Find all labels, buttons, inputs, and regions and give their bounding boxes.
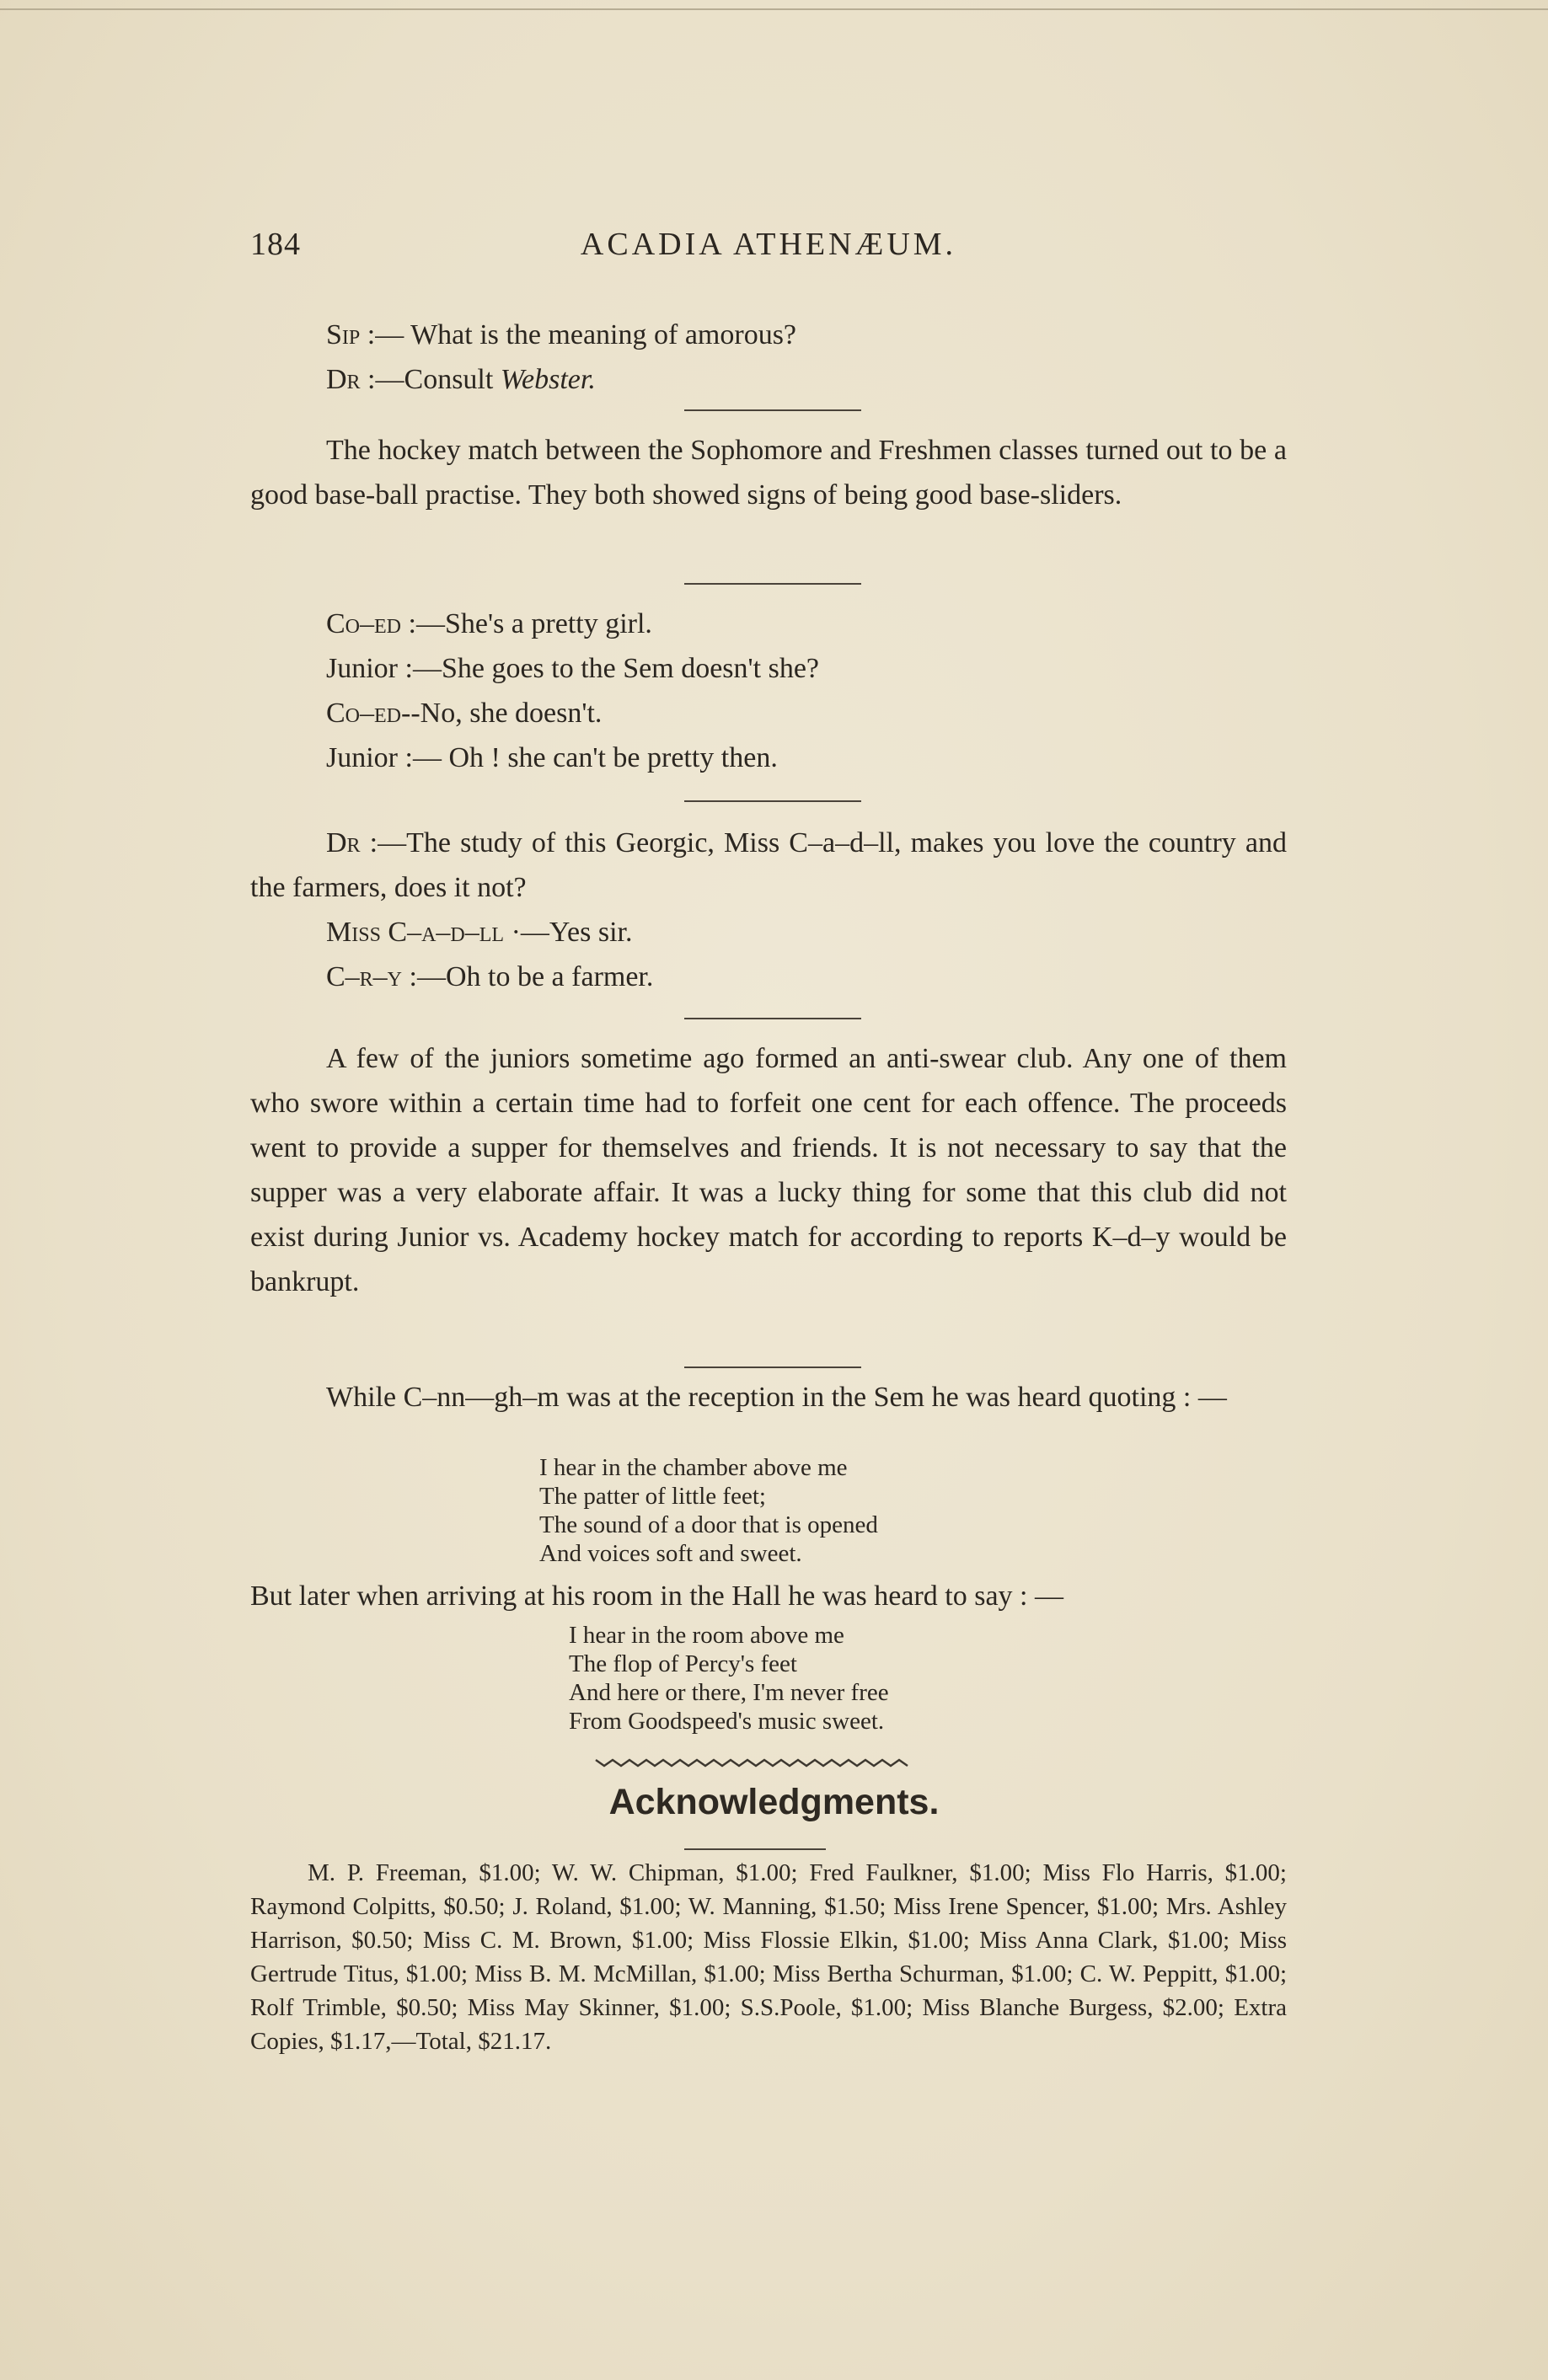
reception-intro: While C–nn—gh–m was at the reception in the Sem he was heard quoting : — <box>326 1382 1227 1413</box>
coed-line-2 <box>326 646 819 691</box>
verse-line: The sound of a door that is opened <box>539 1511 878 1538</box>
georgic-line-3 <box>326 955 653 999</box>
junior-speaker: Junior : <box>326 653 413 684</box>
georgic-text: —The study of this Georgic, Miss C–a–d–ll, makes you love the country and the farmers, does it not? <box>250 827 1287 903</box>
junior-text: — Oh ! she can't be pretty then. <box>412 742 778 773</box>
sip-speaker: Sip : <box>326 319 376 350</box>
miss-text: —Yes sir. <box>520 917 633 948</box>
section-divider <box>684 1018 861 1019</box>
dr-speaker: Dr : <box>326 827 378 858</box>
georgic-line-2 <box>326 910 633 955</box>
miss-speaker: Miss C–a–d–ll · <box>326 917 521 948</box>
verse-line: And voices soft and sweet. <box>539 1540 802 1567</box>
sip-line <box>326 313 796 357</box>
verse-line: I hear in the chamber above me <box>539 1454 848 1481</box>
section-divider <box>684 1366 861 1368</box>
georgic-paragraph <box>250 821 1287 910</box>
section-divider <box>684 583 861 585</box>
section-divider <box>684 1848 826 1850</box>
swear-club-paragraph: A few of the juniors sometime ago formed an anti-swear club. Any one of them who swore within a certain time had to forfeit one cent for each offence. The proceeds went to provide a supper for themselves and friends. It is not necessary to say that the supper was a very elaborate affair. It was a lucky thing for some that this club did not exist during Junior vs. Academy hockey match for according to reports K–d–y would be bankrupt. <box>250 1043 1287 1297</box>
hockey-paragraph: The hockey match between the Sophomore and Freshmen classes turned out to be a good base-ball practise. They both showed signs of being good base-sliders. <box>250 435 1287 511</box>
section-divider <box>684 800 861 802</box>
verse-line: The flop of Percy's feet <box>569 1650 797 1677</box>
coed-line-3 <box>326 691 602 735</box>
verse-line: The patter of little feet; <box>539 1483 766 1510</box>
junior-speaker: Junior : <box>326 742 413 773</box>
ornament-divider <box>594 1757 910 1768</box>
coed-text: --No, she doesn't. <box>401 698 603 729</box>
verse-line: I hear in the room above me <box>569 1622 844 1649</box>
dr-text-emphasis: Webster. <box>500 364 596 395</box>
coed-line-4 <box>326 735 778 780</box>
acknowledgments-list: M. P. Freeman, $1.00; W. W. Chipman, $1.00; Fred Faulkner, $1.00; Miss Flo Harris, $1.00; Raymond Colpitts, $0.50; J. Roland, $1.00; W. Manning, $1.50; Miss Irene Spencer, $1.00; Mrs. Ashley Harrison, $0.50; Miss C. M. Brown, $1.00; Miss Flossie Elkin, $1.00; Miss Anna Clark, $1.00; Miss Gertrude Titus, $1.00; Miss B. M. McMillan, $1.00; Miss Bertha Schurman, $1.00; C. W. Peppitt, $1.00; Rolf Trimble, $0.50; Miss May Skinner, $1.00; S.S.Poole, $1.00; Miss Blanche Burgess, $2.00; Extra Copies, $1.17,—Total, $21.17. <box>250 1859 1287 2055</box>
section-divider <box>684 409 861 411</box>
verse-line: From Goodspeed's music sweet. <box>569 1708 885 1735</box>
reception-middle: But later when arriving at his room in the Hall he was heard to say : — <box>250 1580 1063 1612</box>
cry-text: —Oh to be a farmer. <box>416 961 654 992</box>
verse-line: And here or there, I'm never free <box>569 1679 889 1706</box>
page-number: 184 <box>250 227 301 262</box>
verse-one <box>539 1453 878 1568</box>
junior-text: —She goes to the Sem doesn't she? <box>412 653 820 684</box>
coed-text: —She's a pretty girl. <box>415 608 652 639</box>
cry-speaker: C–r–y : <box>326 961 417 992</box>
coed-speaker: Co–ed <box>326 698 402 729</box>
coed-line-1 <box>326 602 652 646</box>
sip-text: — What is the meaning of amorous? <box>375 319 797 350</box>
dr-speaker: Dr : <box>326 364 376 395</box>
coed-speaker: Co–ed : <box>326 608 416 639</box>
page-header <box>250 226 1287 276</box>
dr-line <box>326 357 596 402</box>
dr-text: —Consult <box>375 364 501 395</box>
running-head: ACADIA ATHENÆUM. <box>580 227 957 262</box>
acknowledgments-title: Acknowledgments. <box>608 1782 940 1822</box>
verse-two <box>569 1621 889 1736</box>
page-edge-rule <box>0 8 1548 10</box>
